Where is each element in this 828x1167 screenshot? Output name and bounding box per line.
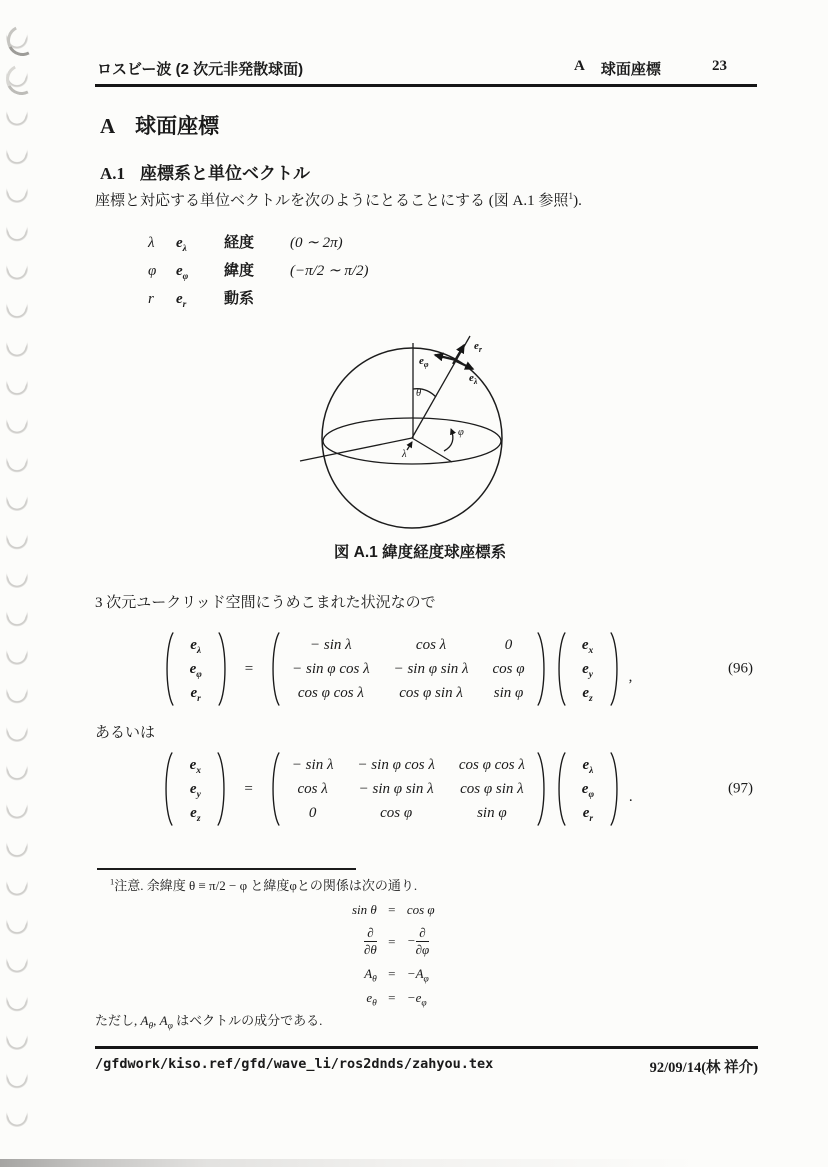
coordinate-list — [148, 231, 369, 308]
subsection-number: A.1 — [100, 164, 126, 183]
vector-base: e — [176, 291, 183, 307]
figure-caption: 図 A.1 緯度経度球座標系 — [333, 544, 507, 561]
equals-sign: = — [388, 902, 396, 917]
fn-eq-rhs: $-e_\varphi$ — [406, 989, 427, 1009]
fn-eq-lhs: $e_\theta$ — [366, 989, 377, 1009]
coord-range: (−π/2 ∼ π/2) — [290, 263, 369, 279]
header-section-title: 球面座標 — [600, 61, 661, 78]
coord-symbol: λ — [148, 235, 155, 251]
fn-eq-lhs: sin θ — [352, 902, 377, 917]
fn-eq-lhs: $\frac{\partial}{\partial\theta}$ — [364, 925, 377, 958]
e-phi-label: $e_\varphi$ — [419, 355, 429, 369]
right-paren-icon — [536, 750, 549, 828]
spiral-binding-holes — [0, 18, 34, 1138]
equation-96 — [95, 630, 755, 708]
coord-range: (0 ∼ 2π) — [290, 235, 343, 251]
left-paren-icon — [554, 630, 567, 708]
equation-97 — [95, 750, 755, 828]
scan-edge-smudge — [0, 1159, 828, 1167]
equals-sign: = — [388, 965, 396, 981]
sphere-coordinate-figure — [272, 333, 552, 538]
phi-angle-arrow — [444, 429, 453, 451]
left-paren-icon — [161, 750, 174, 828]
coord-symbol: r — [148, 291, 154, 307]
footnote-mark: 1 — [110, 876, 115, 887]
footnote-note: ただし, $A_\theta$, $A_\varphi$ はベクトルの成分である. — [95, 1013, 323, 1032]
coord-symbol: φ — [148, 263, 157, 279]
subsection-heading — [100, 159, 310, 184]
phi-label: φ — [458, 427, 464, 438]
vector-subscript: r — [182, 300, 187, 310]
coord-name: 経度 — [224, 234, 255, 251]
lhs-vector-column: $e_\lambda$ $e_\varphi$ $e_r$ — [189, 637, 202, 704]
equation-punctuation: . — [628, 788, 633, 805]
lambda-angle-arrow — [407, 442, 412, 450]
right-paren-icon — [609, 630, 622, 708]
equals-sign: = — [388, 933, 396, 949]
intro-paragraph — [95, 189, 582, 210]
page-number: 23 — [712, 58, 727, 74]
lhs-vector-column: $e_x$ $e_y$ $e_z$ — [189, 757, 202, 824]
footnote-rule — [97, 868, 356, 870]
section-heading — [100, 110, 219, 140]
lambda-label: λ — [402, 449, 407, 460]
fn-eq-rhs: $-A_\varphi$ — [406, 965, 429, 985]
x-axis-line — [300, 438, 412, 461]
right-paren-icon — [609, 750, 622, 828]
fn-eq-rhs: cos φ — [406, 902, 435, 917]
equals-sign: = — [244, 780, 253, 797]
left-paren-icon — [162, 630, 175, 708]
rhs-vector-column: $e_\lambda$ $e_\varphi$ $e_r$ — [581, 757, 595, 824]
footnote-text: $^1$注意. 余緯度 θ ≡ π/2 − φ と緯度φとの関係は次の通り. — [110, 876, 418, 893]
header-rule — [95, 84, 757, 87]
coord-unit-vector — [176, 291, 224, 308]
equation-punctuation: , — [628, 668, 633, 685]
footer-rule — [95, 1046, 758, 1049]
vector-base: e — [176, 235, 183, 251]
rotation-matrix: − sin λ cos λ 0 − sin φ cos λ − sin φ sin λ cos φ cos φ cos λ cos φ sin λ sin φ — [292, 636, 525, 701]
left-paren-icon — [268, 630, 281, 708]
footer-file-path: /gfdwork/kiso.ref/gfd/wave_li/ros2dnds/zahyou.tex — [95, 1056, 494, 1072]
vector-subscript: λ — [182, 244, 187, 254]
section-number: A — [100, 114, 116, 138]
subsection-title-text: 座標系と単位ベクトル — [140, 164, 311, 183]
header-section-letter: A — [574, 58, 585, 74]
section-title-text: 球面座標 — [135, 115, 220, 138]
fn-eq-lhs: $A_\theta$ — [364, 965, 377, 985]
inverse-rotation-matrix: − sin λ − sin φ cos λ cos φ cos λ cos λ − sin φ sin λ cos φ sin λ 0 cos φ sin φ — [291, 756, 525, 821]
e-r-label: $e_r$ — [474, 340, 483, 354]
left-paren-icon — [268, 750, 281, 828]
right-paren-icon — [216, 750, 229, 828]
equals-sign: = — [244, 660, 254, 677]
coord-name: 動系 — [224, 290, 255, 307]
running-header-left: ロスビー波 (2 次元非発散球面) — [97, 61, 304, 78]
e-lambda-vector-arrow — [456, 361, 473, 369]
coord-unit-vector — [176, 235, 224, 252]
intro-text-after: ). — [573, 193, 582, 209]
equals-sign: = — [388, 989, 396, 1005]
body-paragraph: 3 次元ユークリッド空間にうめこまれた状況なので — [95, 595, 436, 611]
running-header-right — [574, 58, 661, 79]
equator-ellipse — [323, 418, 501, 464]
vector-base: e — [176, 263, 183, 279]
equation-96-body — [162, 630, 633, 708]
theta-label: θ — [416, 388, 422, 399]
coord-name: 緯度 — [224, 262, 255, 279]
left-paren-icon — [554, 750, 567, 828]
fn-eq-rhs: − $\frac{\partial}{\partial\varphi}$ — [406, 925, 430, 958]
right-paren-icon — [217, 630, 230, 708]
equation-97-body — [161, 750, 632, 828]
rhs-vector-column: $e_x$ $e_y$ $e_z$ — [581, 637, 594, 704]
e-lambda-label: $e_\lambda$ — [469, 372, 478, 386]
footer-date-author: 92/09/14(林 祥介) — [649, 1060, 758, 1076]
equation-number: (96) — [728, 660, 753, 677]
coord-unit-vector — [176, 263, 224, 280]
intro-text: 座標と対応する単位ベクトルを次のようにとることにする (図 A.1 参照 — [95, 193, 569, 209]
equation-number: (97) — [728, 780, 753, 797]
footnote-equations — [352, 902, 435, 1009]
footnote-reference-mark: 1 — [568, 192, 574, 202]
connective-text: あるいは — [95, 725, 156, 741]
right-paren-icon — [536, 630, 549, 708]
vector-subscript: φ — [182, 272, 189, 282]
